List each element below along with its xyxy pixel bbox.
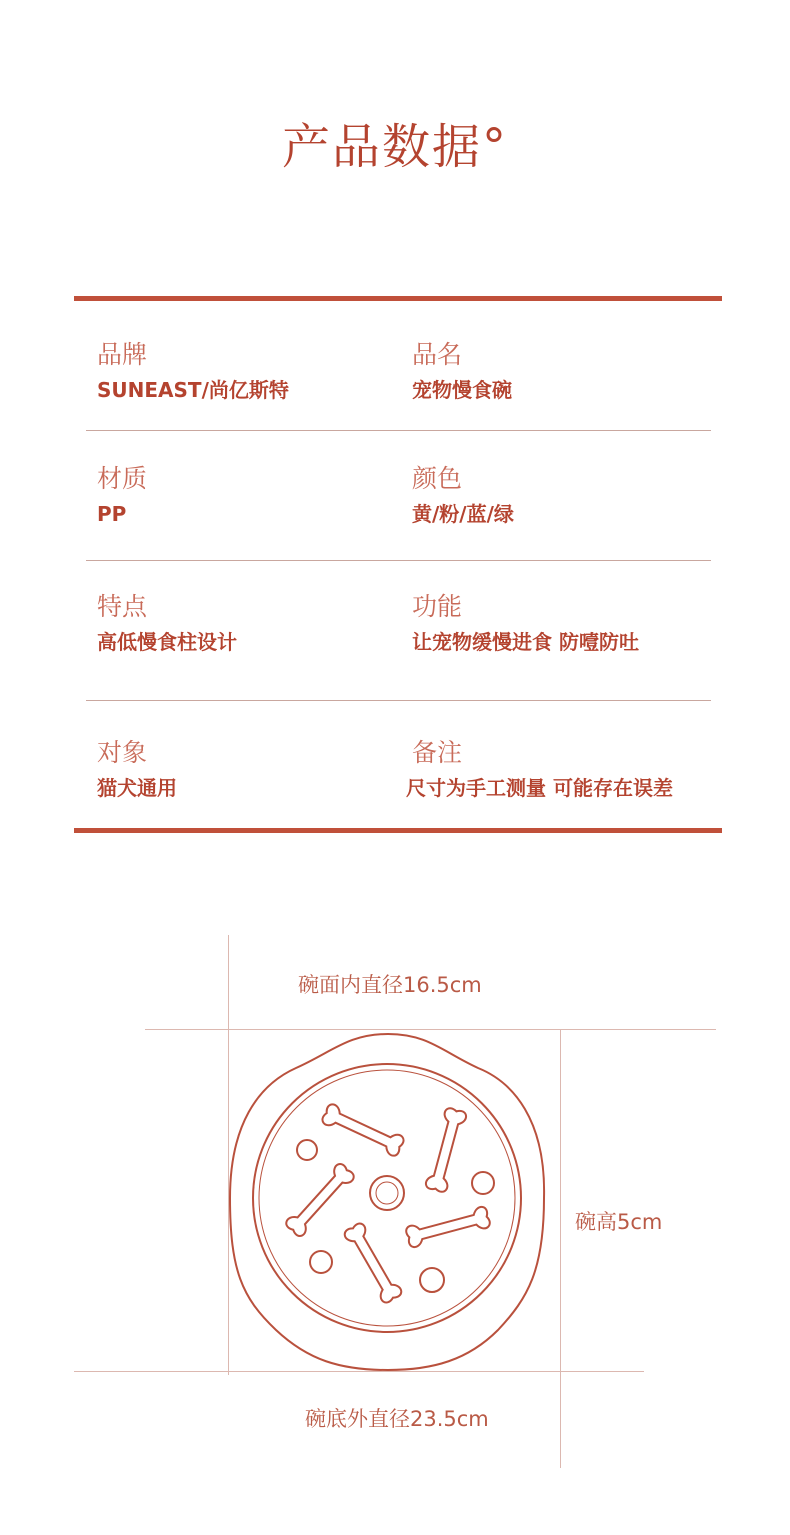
height-label: 碗高5cm xyxy=(575,1210,663,1234)
spec-value: 黄/粉/蓝/绿 xyxy=(412,502,514,526)
spec-product-name xyxy=(412,340,512,404)
page-title: 产品数据° xyxy=(281,119,508,175)
row-divider xyxy=(86,430,711,431)
pillar xyxy=(297,1140,317,1160)
spec-note xyxy=(406,738,673,802)
bone-ridge xyxy=(321,1103,406,1158)
guide-line-vertical-right xyxy=(560,1030,561,1468)
spec-label: 颜色 xyxy=(412,464,463,493)
spec-value: 猫犬通用 xyxy=(97,776,177,800)
row-divider xyxy=(86,700,711,701)
slow-feeder-bowl-illustration xyxy=(228,1030,548,1375)
row-divider xyxy=(86,560,711,561)
spec-value: SUNEAST/尚亿斯特 xyxy=(97,378,289,402)
spec-feature xyxy=(97,592,237,656)
bowl-inner-rim xyxy=(253,1064,521,1332)
pillar xyxy=(420,1268,444,1292)
pillar xyxy=(472,1172,494,1194)
bone-ridge xyxy=(425,1107,468,1193)
spec-target xyxy=(97,738,177,802)
spec-value: 尺寸为手工测量 可能存在误差 xyxy=(406,776,673,800)
spec-value: 宠物慢食碗 xyxy=(412,378,512,402)
spec-value: PP xyxy=(97,502,127,526)
spec-value: 让宠物缓慢进食 防噎防吐 xyxy=(412,630,639,654)
spec-label: 品牌 xyxy=(97,340,148,369)
spec-brand xyxy=(97,340,289,404)
outer-diameter-label: 碗底外直径23.5cm xyxy=(305,1407,489,1431)
spec-label: 功能 xyxy=(412,592,463,621)
bone-ridge xyxy=(343,1221,403,1304)
pillar xyxy=(310,1251,332,1273)
bone-ridge xyxy=(405,1206,491,1249)
spec-color xyxy=(412,464,514,528)
spec-label: 材质 xyxy=(97,464,148,493)
spec-value: 高低慢食柱设计 xyxy=(97,630,237,654)
spec-function xyxy=(412,592,639,656)
table-bottom-border xyxy=(74,828,722,833)
center-pillar xyxy=(370,1176,404,1210)
bowl-outer-rim xyxy=(230,1034,544,1370)
spec-label: 品名 xyxy=(412,340,463,369)
spec-label: 备注 xyxy=(412,738,463,767)
bone-ridge xyxy=(284,1162,356,1238)
spec-label: 特点 xyxy=(97,592,148,621)
inner-diameter-label: 碗面内直径16.5cm xyxy=(298,973,482,997)
spec-material xyxy=(97,464,147,528)
spec-label: 对象 xyxy=(97,738,148,767)
table-top-border xyxy=(74,296,722,301)
